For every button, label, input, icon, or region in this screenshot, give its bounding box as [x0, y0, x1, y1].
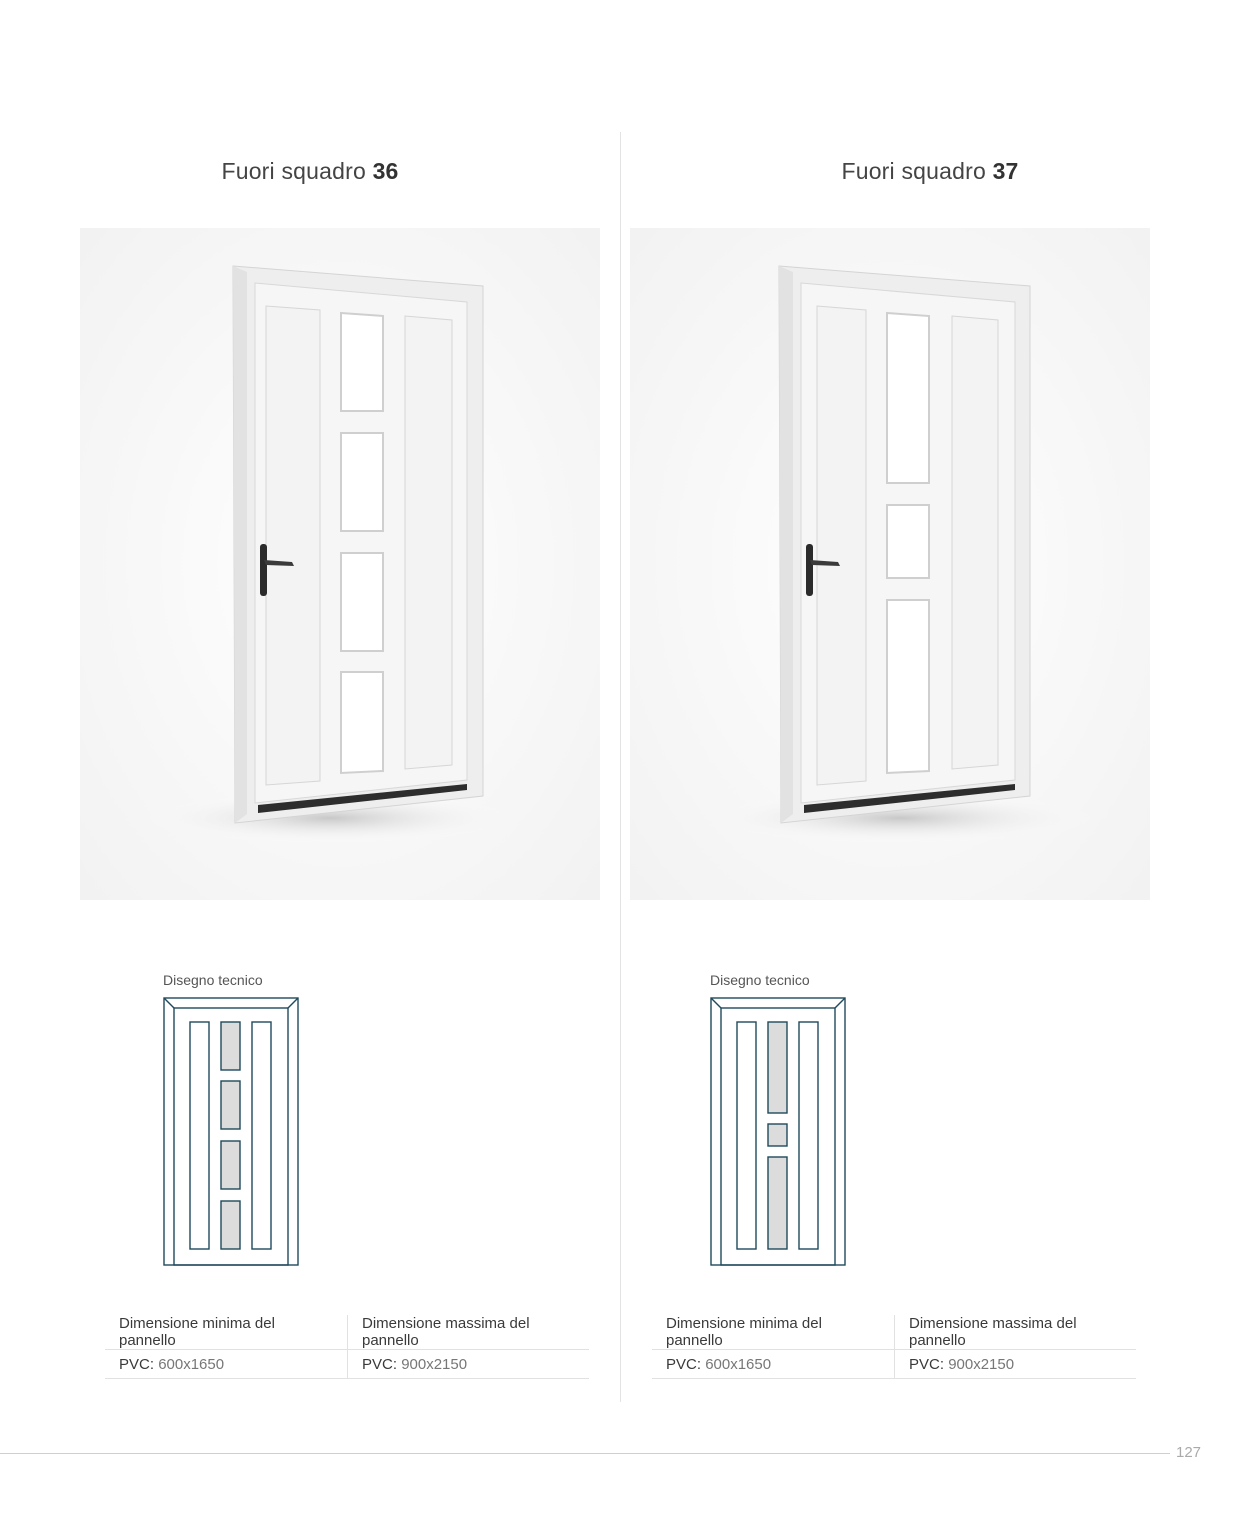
header-min-dimension: Dimensione minima del pannello	[652, 1315, 895, 1350]
door-photo	[630, 228, 1150, 900]
max-dimension-cell	[895, 1350, 1137, 1379]
title-prefix: Fuori squadro	[841, 158, 986, 184]
tech-drawing-label: Disegno tecnico	[163, 972, 263, 988]
product-37	[620, 0, 1240, 1420]
table-header-row	[652, 1315, 1136, 1350]
table-row	[652, 1350, 1136, 1379]
product-36	[0, 0, 620, 1420]
header-min-dimension: Dimensione minima del pannello	[105, 1315, 348, 1350]
footer-rule	[0, 1453, 1170, 1454]
dimensions-table	[105, 1315, 589, 1379]
page-number: 127	[1176, 1444, 1202, 1461]
title-prefix: Fuori squadro	[221, 158, 366, 184]
product-title	[0, 158, 620, 185]
material-label: PVC:	[666, 1355, 702, 1373]
dimensions-table	[652, 1315, 1136, 1379]
product-title	[620, 158, 1240, 185]
material-label: PVC:	[362, 1355, 398, 1373]
model-number: 37	[992, 158, 1019, 184]
max-value: 900x2150	[401, 1355, 468, 1373]
header-max-dimension: Dimensione massima del pannello	[895, 1315, 1137, 1350]
model-number: 36	[372, 158, 399, 184]
min-value: 600x1650	[158, 1355, 225, 1373]
table-header-row	[105, 1315, 589, 1350]
min-value: 600x1650	[705, 1355, 772, 1373]
technical-drawing	[710, 997, 847, 1267]
max-dimension-cell	[348, 1350, 590, 1379]
header-max-dimension: Dimensione massima del pannello	[348, 1315, 590, 1350]
technical-drawing	[163, 997, 300, 1267]
material-label: PVC:	[119, 1355, 155, 1373]
max-value: 900x2150	[948, 1355, 1015, 1373]
material-label: PVC:	[909, 1355, 945, 1373]
tech-drawing-label: Disegno tecnico	[710, 972, 810, 988]
min-dimension-cell	[105, 1350, 348, 1379]
min-dimension-cell	[652, 1350, 895, 1379]
door-photo	[80, 228, 600, 900]
table-row	[105, 1350, 589, 1379]
